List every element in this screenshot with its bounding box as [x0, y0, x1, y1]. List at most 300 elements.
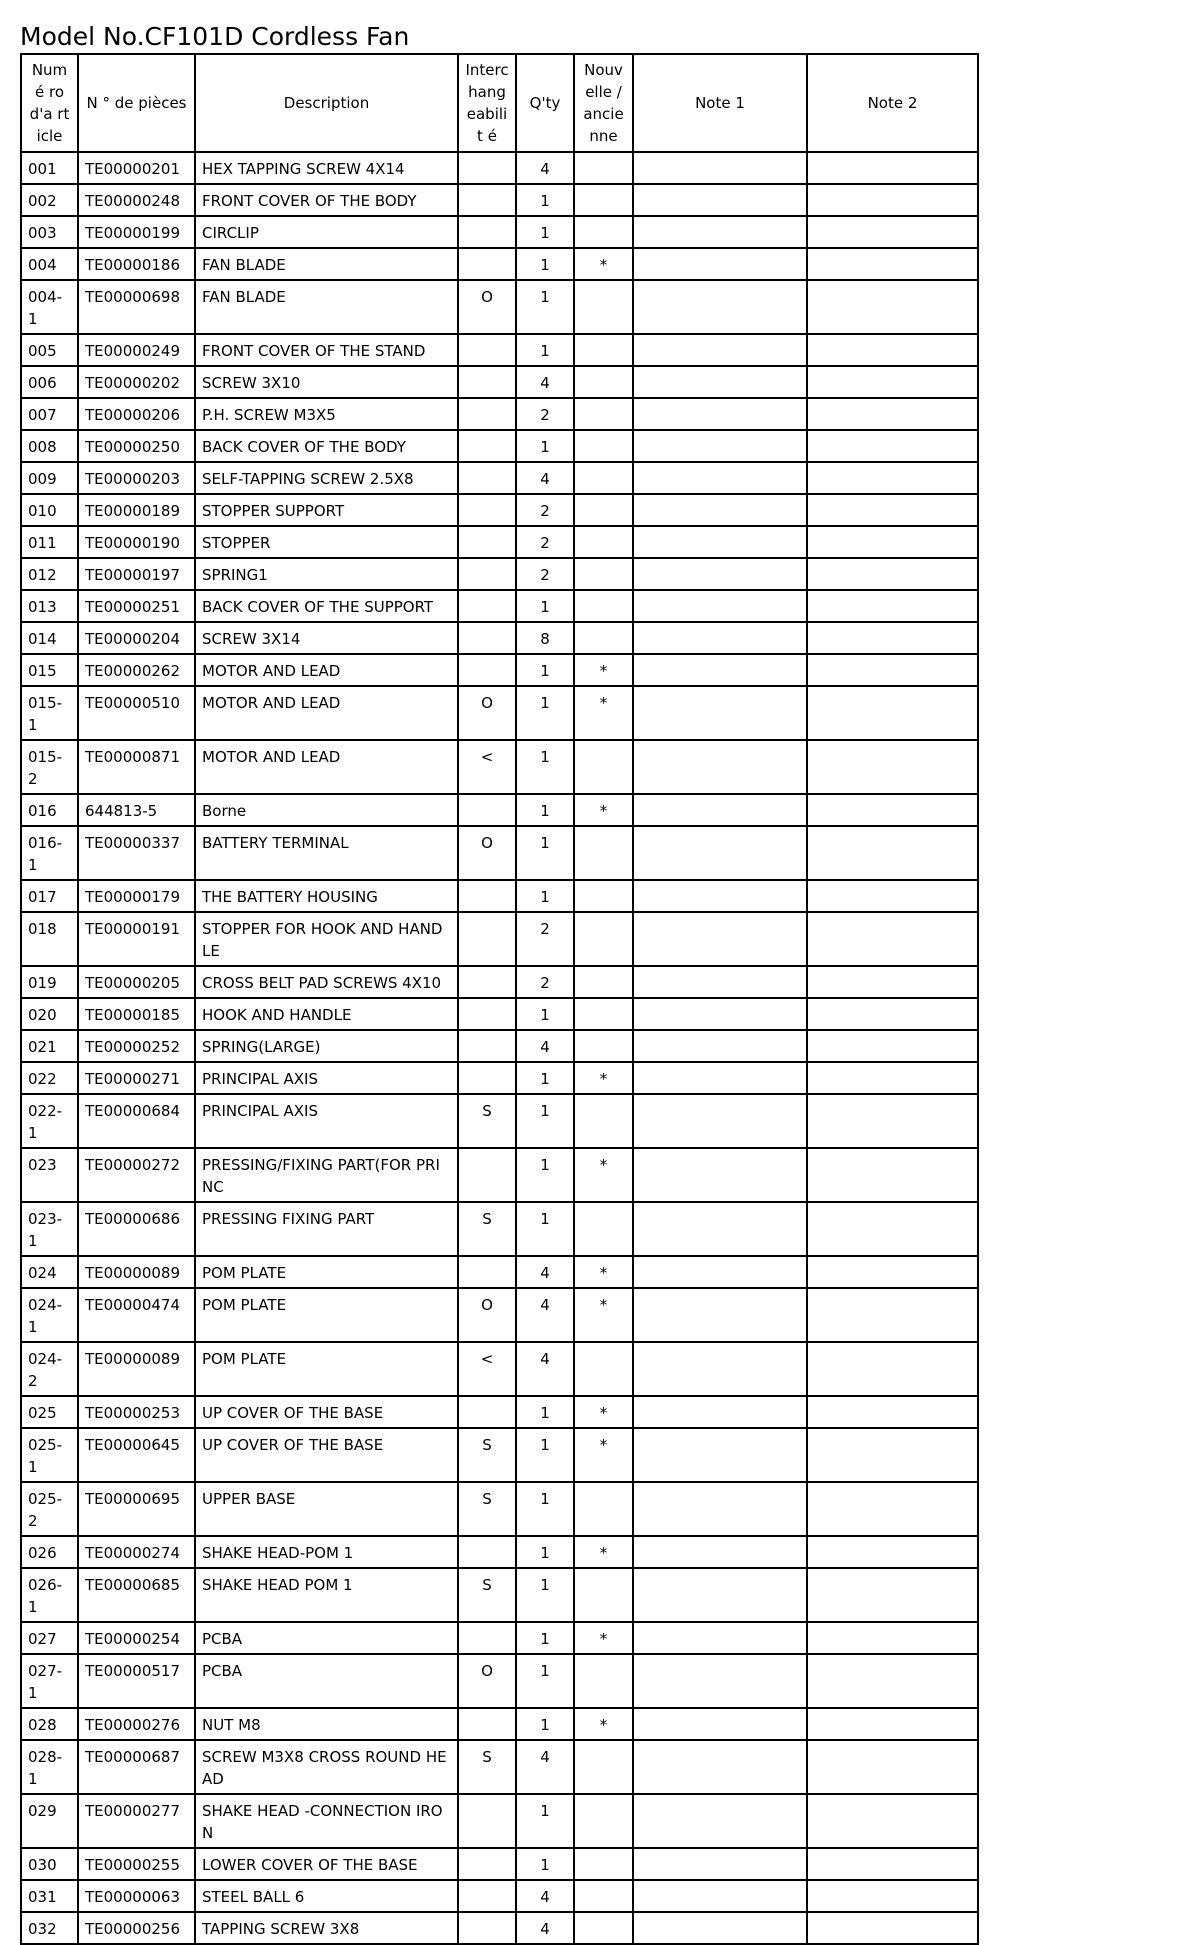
- cell-interchangeability: [458, 1256, 516, 1288]
- cell-note-1: [633, 280, 807, 334]
- cell-part-number: TE00000277: [78, 1794, 195, 1848]
- table-row: [21, 1708, 978, 1740]
- cell-note-1: [633, 1396, 807, 1428]
- cell-quantity: 4: [516, 462, 574, 494]
- cell-quantity: 1: [516, 280, 574, 334]
- cell-note-2: [807, 998, 978, 1030]
- cell-item-number: 001: [21, 152, 78, 184]
- cell-note-2: [807, 1396, 978, 1428]
- cell-note-2: [807, 912, 978, 966]
- table-row: [21, 1030, 978, 1062]
- cell-note-2: [807, 430, 978, 462]
- cell-interchangeability: [458, 1622, 516, 1654]
- cell-description: BATTERY TERMINAL: [195, 826, 458, 880]
- cell-note-1: [633, 558, 807, 590]
- table-row: [21, 1202, 978, 1256]
- cell-item-number: 006: [21, 366, 78, 398]
- cell-quantity: 1: [516, 1148, 574, 1202]
- header-interchangeability: Interc hang eabilit é: [458, 54, 516, 152]
- cell-note-2: [807, 1880, 978, 1912]
- cell-description: PRESSING/FIXING PART(FOR PRI NC: [195, 1148, 458, 1202]
- cell-new-old: *: [574, 794, 633, 826]
- cell-note-1: [633, 1794, 807, 1848]
- cell-description: STOPPER FOR HOOK AND HAND LE: [195, 912, 458, 966]
- cell-note-2: [807, 1794, 978, 1848]
- cell-item-number: 014: [21, 622, 78, 654]
- cell-note-2: [807, 654, 978, 686]
- cell-interchangeability: [458, 1794, 516, 1848]
- cell-note-1: [633, 826, 807, 880]
- cell-quantity: 1: [516, 590, 574, 622]
- cell-description: SCREW 3X10: [195, 366, 458, 398]
- cell-note-2: [807, 590, 978, 622]
- cell-interchangeability: [458, 966, 516, 998]
- cell-part-number: TE00000686: [78, 1202, 195, 1256]
- cell-item-number: 015-2: [21, 740, 78, 794]
- cell-interchangeability: [458, 1396, 516, 1428]
- cell-description: BACK COVER OF THE SUPPORT: [195, 590, 458, 622]
- cell-note-2: [807, 1848, 978, 1880]
- cell-interchangeability: O: [458, 280, 516, 334]
- cell-note-1: [633, 1062, 807, 1094]
- cell-new-old: [574, 462, 633, 494]
- cell-new-old: *: [574, 1148, 633, 1202]
- table-row: [21, 1094, 978, 1148]
- cell-note-2: [807, 1062, 978, 1094]
- cell-part-number: TE00000197: [78, 558, 195, 590]
- cell-description: PRINCIPAL AXIS: [195, 1094, 458, 1148]
- cell-part-number: TE00000248: [78, 184, 195, 216]
- table-row: [21, 1428, 978, 1482]
- cell-interchangeability: [458, 430, 516, 462]
- cell-interchangeability: [458, 998, 516, 1030]
- cell-new-old: *: [574, 1288, 633, 1342]
- cell-new-old: *: [574, 1062, 633, 1094]
- cell-note-1: [633, 1342, 807, 1396]
- cell-new-old: *: [574, 248, 633, 280]
- table-row: [21, 280, 978, 334]
- cell-item-number: 024: [21, 1256, 78, 1288]
- table-row: [21, 430, 978, 462]
- cell-description: STOPPER SUPPORT: [195, 494, 458, 526]
- cell-new-old: [574, 1030, 633, 1062]
- cell-new-old: [574, 216, 633, 248]
- cell-interchangeability: [458, 558, 516, 590]
- cell-note-2: [807, 1568, 978, 1622]
- cell-item-number: 012: [21, 558, 78, 590]
- cell-item-number: 018: [21, 912, 78, 966]
- cell-part-number: TE00000698: [78, 280, 195, 334]
- cell-note-2: [807, 152, 978, 184]
- cell-new-old: *: [574, 1396, 633, 1428]
- cell-part-number: TE00000189: [78, 494, 195, 526]
- table-row: [21, 622, 978, 654]
- cell-new-old: [574, 1880, 633, 1912]
- cell-item-number: 026-1: [21, 1568, 78, 1622]
- cell-description: THE BATTERY HOUSING: [195, 880, 458, 912]
- table-row: [21, 1848, 978, 1880]
- cell-quantity: 1: [516, 216, 574, 248]
- cell-note-1: [633, 1740, 807, 1794]
- cell-item-number: 032: [21, 1912, 78, 1944]
- cell-new-old: [574, 526, 633, 558]
- cell-interchangeability: [458, 1536, 516, 1568]
- cell-description: LOWER COVER OF THE BASE: [195, 1848, 458, 1880]
- cell-interchangeability: O: [458, 686, 516, 740]
- table-row: [21, 1148, 978, 1202]
- table-row: [21, 1536, 978, 1568]
- table-row: [21, 184, 978, 216]
- table-row: [21, 826, 978, 880]
- cell-description: STEEL BALL 6: [195, 1880, 458, 1912]
- cell-note-1: [633, 1536, 807, 1568]
- cell-quantity: 1: [516, 430, 574, 462]
- cell-note-1: [633, 430, 807, 462]
- cell-item-number: 009: [21, 462, 78, 494]
- cell-item-number: 016-1: [21, 826, 78, 880]
- cell-item-number: 008: [21, 430, 78, 462]
- cell-part-number: TE00000510: [78, 686, 195, 740]
- table-body: [21, 152, 978, 1944]
- header-part-number: N ° de pièces: [78, 54, 195, 152]
- cell-description: UP COVER OF THE BASE: [195, 1428, 458, 1482]
- table-row: [21, 654, 978, 686]
- cell-item-number: 029: [21, 1794, 78, 1848]
- cell-description: POM PLATE: [195, 1256, 458, 1288]
- cell-description: UPPER BASE: [195, 1482, 458, 1536]
- cell-interchangeability: S: [458, 1568, 516, 1622]
- cell-description: SPRING(LARGE): [195, 1030, 458, 1062]
- cell-description: CIRCLIP: [195, 216, 458, 248]
- table-row: [21, 1062, 978, 1094]
- cell-note-2: [807, 1342, 978, 1396]
- cell-note-1: [633, 794, 807, 826]
- cell-item-number: 004: [21, 248, 78, 280]
- table-header-row: [21, 54, 978, 152]
- cell-note-2: [807, 1148, 978, 1202]
- table-row: [21, 334, 978, 366]
- cell-note-1: [633, 1148, 807, 1202]
- cell-interchangeability: <: [458, 740, 516, 794]
- cell-description: MOTOR AND LEAD: [195, 686, 458, 740]
- cell-note-2: [807, 1740, 978, 1794]
- cell-item-number: 022-1: [21, 1094, 78, 1148]
- cell-note-1: [633, 686, 807, 740]
- cell-quantity: 4: [516, 1256, 574, 1288]
- cell-part-number: TE00000687: [78, 1740, 195, 1794]
- cell-new-old: *: [574, 686, 633, 740]
- cell-description: FAN BLADE: [195, 280, 458, 334]
- table-row: [21, 1654, 978, 1708]
- cell-note-1: [633, 912, 807, 966]
- cell-part-number: TE00000205: [78, 966, 195, 998]
- cell-note-2: [807, 216, 978, 248]
- cell-interchangeability: [458, 248, 516, 280]
- cell-description: POM PLATE: [195, 1342, 458, 1396]
- table-row: [21, 1256, 978, 1288]
- cell-note-1: [633, 1912, 807, 1944]
- header-new-old: Nouv elle / ancie nne: [574, 54, 633, 152]
- cell-note-1: [633, 1482, 807, 1536]
- cell-note-2: [807, 1094, 978, 1148]
- table-row: [21, 740, 978, 794]
- cell-note-2: [807, 740, 978, 794]
- cell-interchangeability: [458, 1148, 516, 1202]
- cell-quantity: 4: [516, 1342, 574, 1396]
- cell-new-old: [574, 740, 633, 794]
- cell-new-old: [574, 1654, 633, 1708]
- cell-description: SCREW M3X8 CROSS ROUND HE AD: [195, 1740, 458, 1794]
- cell-new-old: [574, 622, 633, 654]
- cell-note-1: [633, 494, 807, 526]
- cell-note-2: [807, 184, 978, 216]
- cell-note-2: [807, 280, 978, 334]
- cell-description: SELF-TAPPING SCREW 2.5X8: [195, 462, 458, 494]
- cell-part-number: TE00000254: [78, 1622, 195, 1654]
- cell-part-number: TE00000201: [78, 152, 195, 184]
- cell-description: PCBA: [195, 1654, 458, 1708]
- cell-note-2: [807, 1428, 978, 1482]
- cell-note-1: [633, 1708, 807, 1740]
- header-note-1: Note 1: [633, 54, 807, 152]
- cell-new-old: [574, 184, 633, 216]
- cell-quantity: 1: [516, 880, 574, 912]
- cell-item-number: 030: [21, 1848, 78, 1880]
- cell-description: SHAKE HEAD -CONNECTION IRO N: [195, 1794, 458, 1848]
- cell-part-number: TE00000249: [78, 334, 195, 366]
- cell-new-old: *: [574, 1428, 633, 1482]
- cell-interchangeability: [458, 494, 516, 526]
- table-row: [21, 152, 978, 184]
- cell-interchangeability: [458, 216, 516, 248]
- cell-item-number: 028: [21, 1708, 78, 1740]
- cell-part-number: TE00000185: [78, 998, 195, 1030]
- cell-note-2: [807, 1482, 978, 1536]
- cell-description: STOPPER: [195, 526, 458, 558]
- cell-item-number: 007: [21, 398, 78, 430]
- cell-interchangeability: [458, 622, 516, 654]
- cell-part-number: TE00000645: [78, 1428, 195, 1482]
- cell-new-old: [574, 880, 633, 912]
- cell-note-1: [633, 1848, 807, 1880]
- cell-interchangeability: [458, 1912, 516, 1944]
- cell-part-number: TE00000337: [78, 826, 195, 880]
- cell-interchangeability: [458, 1030, 516, 1062]
- cell-item-number: 015-1: [21, 686, 78, 740]
- cell-note-2: [807, 794, 978, 826]
- cell-part-number: TE00000206: [78, 398, 195, 430]
- table-row: [21, 1912, 978, 1944]
- cell-part-number: TE00000262: [78, 654, 195, 686]
- cell-new-old: *: [574, 1708, 633, 1740]
- cell-note-1: [633, 366, 807, 398]
- cell-item-number: 011: [21, 526, 78, 558]
- cell-quantity: 1: [516, 1482, 574, 1536]
- cell-description: PRINCIPAL AXIS: [195, 1062, 458, 1094]
- cell-interchangeability: S: [458, 1094, 516, 1148]
- cell-quantity: 1: [516, 654, 574, 686]
- cell-part-number: TE00000063: [78, 1880, 195, 1912]
- cell-interchangeability: [458, 654, 516, 686]
- cell-new-old: [574, 152, 633, 184]
- cell-quantity: 1: [516, 1062, 574, 1094]
- cell-item-number: 024-2: [21, 1342, 78, 1396]
- cell-part-number: TE00000256: [78, 1912, 195, 1944]
- table-row: [21, 966, 978, 998]
- cell-interchangeability: [458, 1848, 516, 1880]
- cell-quantity: 4: [516, 1740, 574, 1794]
- cell-note-2: [807, 880, 978, 912]
- cell-item-number: 002: [21, 184, 78, 216]
- cell-quantity: 1: [516, 826, 574, 880]
- cell-new-old: [574, 1912, 633, 1944]
- cell-quantity: 4: [516, 1912, 574, 1944]
- cell-item-number: 027: [21, 1622, 78, 1654]
- cell-part-number: TE00000089: [78, 1256, 195, 1288]
- cell-quantity: 1: [516, 1568, 574, 1622]
- cell-interchangeability: S: [458, 1482, 516, 1536]
- cell-new-old: [574, 398, 633, 430]
- cell-item-number: 021: [21, 1030, 78, 1062]
- cell-part-number: 644813-5: [78, 794, 195, 826]
- cell-new-old: [574, 1794, 633, 1848]
- cell-note-1: [633, 216, 807, 248]
- cell-part-number: TE00000685: [78, 1568, 195, 1622]
- cell-new-old: [574, 966, 633, 998]
- header-note-2: Note 2: [807, 54, 978, 152]
- cell-description: HOOK AND HANDLE: [195, 998, 458, 1030]
- cell-note-1: [633, 622, 807, 654]
- cell-note-2: [807, 1912, 978, 1944]
- cell-item-number: 005: [21, 334, 78, 366]
- cell-interchangeability: [458, 334, 516, 366]
- cell-part-number: TE00000191: [78, 912, 195, 966]
- cell-description: PCBA: [195, 1622, 458, 1654]
- cell-new-old: [574, 1094, 633, 1148]
- cell-new-old: [574, 1482, 633, 1536]
- cell-note-2: [807, 1622, 978, 1654]
- table-row: [21, 1342, 978, 1396]
- cell-description: MOTOR AND LEAD: [195, 654, 458, 686]
- cell-description: POM PLATE: [195, 1288, 458, 1342]
- cell-interchangeability: [458, 1880, 516, 1912]
- page-title: Model No.CF101D Cordless Fan: [20, 22, 410, 51]
- cell-description: FRONT COVER OF THE STAND: [195, 334, 458, 366]
- cell-interchangeability: [458, 1062, 516, 1094]
- cell-item-number: 010: [21, 494, 78, 526]
- table-row: [21, 526, 978, 558]
- cell-interchangeability: S: [458, 1202, 516, 1256]
- cell-quantity: 2: [516, 494, 574, 526]
- table-row: [21, 494, 978, 526]
- cell-new-old: *: [574, 1256, 633, 1288]
- cell-interchangeability: [458, 1708, 516, 1740]
- cell-part-number: TE00000274: [78, 1536, 195, 1568]
- table-row: [21, 1482, 978, 1536]
- cell-quantity: 1: [516, 334, 574, 366]
- cell-note-1: [633, 1202, 807, 1256]
- table-row: [21, 462, 978, 494]
- cell-new-old: [574, 1202, 633, 1256]
- cell-part-number: TE00000250: [78, 430, 195, 462]
- cell-note-2: [807, 1708, 978, 1740]
- cell-interchangeability: [458, 462, 516, 494]
- table-row: [21, 558, 978, 590]
- cell-quantity: 2: [516, 558, 574, 590]
- cell-part-number: TE00000202: [78, 366, 195, 398]
- cell-note-2: [807, 558, 978, 590]
- cell-new-old: [574, 1740, 633, 1794]
- cell-description: CROSS BELT PAD SCREWS 4X10: [195, 966, 458, 998]
- cell-description: P.H. SCREW M3X5: [195, 398, 458, 430]
- cell-new-old: [574, 1848, 633, 1880]
- cell-part-number: TE00000251: [78, 590, 195, 622]
- cell-quantity: 4: [516, 152, 574, 184]
- cell-note-1: [633, 998, 807, 1030]
- cell-note-1: [633, 526, 807, 558]
- cell-note-2: [807, 366, 978, 398]
- cell-note-1: [633, 880, 807, 912]
- cell-quantity: 1: [516, 248, 574, 280]
- cell-part-number: TE00000517: [78, 1654, 195, 1708]
- cell-note-2: [807, 1030, 978, 1062]
- table-row: [21, 1880, 978, 1912]
- cell-new-old: [574, 912, 633, 966]
- cell-description: HEX TAPPING SCREW 4X14: [195, 152, 458, 184]
- cell-interchangeability: [458, 184, 516, 216]
- cell-new-old: [574, 494, 633, 526]
- cell-new-old: [574, 998, 633, 1030]
- cell-note-2: [807, 526, 978, 558]
- cell-description: MOTOR AND LEAD: [195, 740, 458, 794]
- cell-item-number: 023: [21, 1148, 78, 1202]
- cell-quantity: 1: [516, 1428, 574, 1482]
- table-row: [21, 366, 978, 398]
- cell-description: NUT M8: [195, 1708, 458, 1740]
- table-row: [21, 998, 978, 1030]
- cell-note-1: [633, 1880, 807, 1912]
- cell-item-number: 019: [21, 966, 78, 998]
- cell-interchangeability: <: [458, 1342, 516, 1396]
- cell-note-1: [633, 1568, 807, 1622]
- cell-part-number: TE00000271: [78, 1062, 195, 1094]
- table-row: [21, 794, 978, 826]
- table-row: [21, 398, 978, 430]
- cell-item-number: 031: [21, 1880, 78, 1912]
- cell-note-2: [807, 1536, 978, 1568]
- cell-new-old: [574, 590, 633, 622]
- table-row: [21, 216, 978, 248]
- cell-quantity: 2: [516, 912, 574, 966]
- cell-description: PRESSING FIXING PART: [195, 1202, 458, 1256]
- cell-item-number: 028-1: [21, 1740, 78, 1794]
- cell-note-1: [633, 1030, 807, 1062]
- cell-quantity: 2: [516, 398, 574, 430]
- cell-quantity: 1: [516, 740, 574, 794]
- header-item-number: Numé ro d'a rticle: [21, 54, 78, 152]
- table-row: [21, 1396, 978, 1428]
- cell-note-2: [807, 248, 978, 280]
- cell-note-1: [633, 398, 807, 430]
- cell-interchangeability: [458, 398, 516, 430]
- table-row: [21, 1288, 978, 1342]
- cell-note-1: [633, 184, 807, 216]
- cell-item-number: 020: [21, 998, 78, 1030]
- cell-note-2: [807, 1288, 978, 1342]
- cell-item-number: 026: [21, 1536, 78, 1568]
- cell-item-number: 025-2: [21, 1482, 78, 1536]
- cell-note-2: [807, 1202, 978, 1256]
